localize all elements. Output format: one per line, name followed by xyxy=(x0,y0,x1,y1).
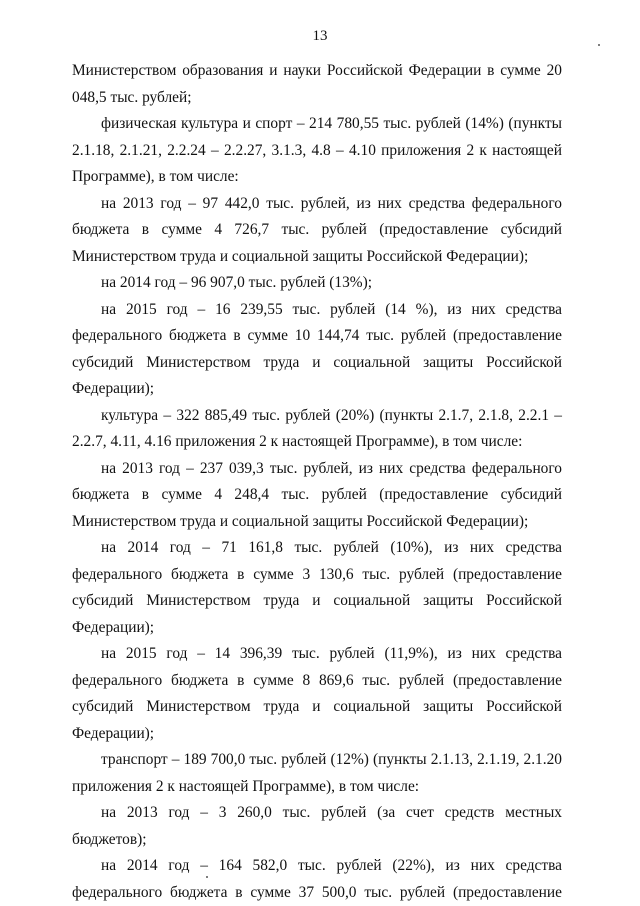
paragraph: на 2015 год – 14 396,39 тыс. рублей (11,9%), из них средства федерального бюджета в сумме 8 869,6 тыс. рублей (предоставление субсидий Министерством труда и социальной защиты Российской Федерации); xyxy=(72,645,562,742)
paragraph: культура – 322 885,49 тыс. рублей (20%) (пункты 2.1.7, 2.1.8, 2.2.1 – 2.2.7, 4.11, 4.16 приложения 2 к настоящей Программе), в том числе: xyxy=(72,406,562,450)
paragraph: на 2013 год – 97 442,0 тыс. рублей, из них средства федерального бюджета в сумме 4 726,7 тыс. рублей (предоставление субсидий Министерством труда и социальной защиты Российской Федерации); xyxy=(72,194,562,265)
scan-speck xyxy=(598,44,600,46)
paragraph: на 2014 год – 71 161,8 тыс. рублей (10%), из них средства федерального бюджета в сумме 3 130,6 тыс. рублей (предоставление субсидий Министерством труда и социальной защиты Российской Федерации); xyxy=(72,539,562,636)
paragraph: на 2015 год – 16 239,55 тыс. рублей (14 %), из них средства федерального бюджета в сумме 10 144,74 тыс. рублей (предоставление субсидий Министерством труда и социальной защиты Российской Федерации); xyxy=(72,300,562,397)
paragraph: на 2013 год – 3 260,0 тыс. рублей (за счет средств местных бюджетов); xyxy=(72,804,562,848)
paragraph: Министерством образования и науки Российской Федерации в сумме 20 048,5 тыс. рублей; xyxy=(72,62,562,106)
paragraph: на 2013 год – 237 039,3 тыс. рублей, из них средства федерального бюджета в сумме 4 248,4 тыс. рублей (предоставление субсидий Министерством труда и социальной защиты Российской Федерации); xyxy=(72,459,562,530)
paragraph: транспорт – 189 700,0 тыс. рублей (12%) (пункты 2.1.13, 2.1.19, 2.1.20 приложения 2 к настоящей Программе), в том числе: xyxy=(72,751,562,795)
paragraph: на 2014 год – 164 582,0 тыс. рублей (22%), из них средства федерального бюджета в сумме 37 500,0 тыс. рублей (предоставление xyxy=(72,857,562,901)
document-body xyxy=(72,58,562,906)
paragraph: на 2014 год – 96 907,0 тыс. рублей (13%); xyxy=(101,274,373,291)
scan-speck xyxy=(206,876,208,878)
paragraph: физическая культура и спорт – 214 780,55 тыс. рублей (14%) (пункты 2.1.18, 2.1.21, 2.2.24 – 2.2.27, 3.1.3, 4.8 – 4.10 приложения 2 к настоящей Программе), в том числе: xyxy=(72,115,562,185)
page-number: 13 xyxy=(312,28,328,44)
